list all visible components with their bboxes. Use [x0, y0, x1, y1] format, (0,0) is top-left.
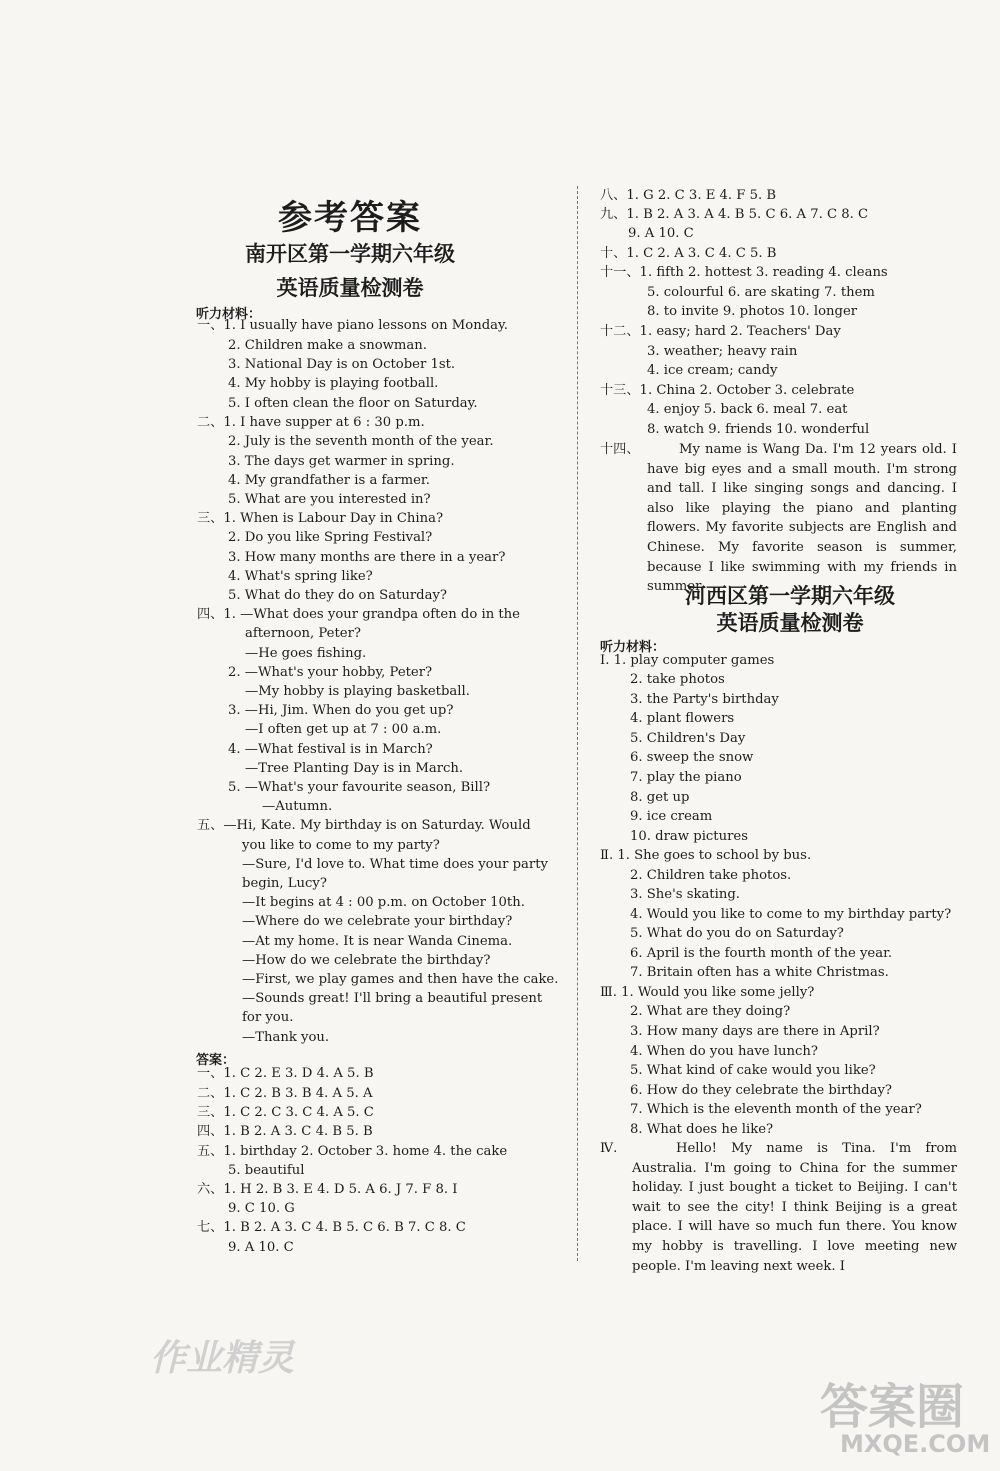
text-line: —He goes fishing.	[245, 646, 367, 661]
answer-line: 5. beautiful	[228, 1163, 305, 1178]
text-line: 5. —What's your favourite season, Bill?	[228, 780, 491, 795]
text-line: 一、1. I usually have piano lessons on Monday.	[197, 318, 508, 333]
text-line: 10. draw pictures	[630, 829, 748, 844]
text-line: Ⅰ. 1. play computer games	[600, 653, 775, 668]
passage-text: Hello! My name is Tina. I'm from Australia. I'm going to China for the summer holiday. I just bought a ticket to Beijing. I can't wait to see the city! I think Beijing is a great place. I will have so much fun there. You know my hobby is travelling. I love meeting new people. I'm leaving next week. I	[632, 1141, 957, 1274]
text-line: Ⅱ. 1. She goes to school by bus.	[600, 848, 812, 863]
text-line: 2. Do you like Spring Festival?	[228, 530, 433, 545]
text-line: 四、1. —What does your grandpa often do in the	[197, 607, 520, 622]
text-line: 3. National Day is on October 1st.	[228, 357, 456, 372]
text-line: 5. What do they do on Saturday?	[228, 588, 448, 603]
text-line: —It begins at 4 : 00 p.m. on October 10th.	[242, 895, 525, 910]
page-title: 参考答案	[278, 198, 422, 238]
text-line: 7. Britain often has a white Christmas.	[630, 965, 889, 980]
text-line: —At my home. It is near Wanda Cinema.	[242, 934, 513, 949]
text-line: 6. April is the fourth month of the year.	[630, 946, 893, 961]
text-line: 5. What are you interested in?	[228, 492, 431, 507]
text-line: 2. Children make a snowman.	[228, 338, 427, 353]
answer-line: 5. colourful 6. are skating 7. them	[647, 285, 875, 300]
text-line: 2. —What's your hobby, Peter?	[228, 665, 433, 680]
text-line: —Tree Planting Day is in March.	[245, 761, 464, 776]
answer-line: 二、1. C 2. B 3. B 4. A 5. A	[197, 1086, 373, 1101]
text-line: Ⅲ. 1. Would you like some jelly?	[600, 985, 815, 1000]
answer-line: 4. ice cream; candy	[647, 363, 778, 378]
answer-line: 4. enjoy 5. back 6. meal 7. eat	[647, 402, 848, 417]
answer-line: 十一、1. fifth 2. hottest 3. reading 4. cleans	[600, 265, 888, 280]
text-line: 3. How many days are there in April?	[630, 1024, 880, 1039]
answer-line: 8. watch 9. friends 10. wonderful	[647, 422, 870, 437]
right-heading-1: 河西区第一学期六年级	[685, 584, 895, 608]
text-line: 2. take photos	[630, 672, 725, 687]
right-listening-label: 听力材料：	[600, 640, 666, 655]
text-line: 3. The days get warmer in spring.	[228, 454, 455, 469]
left-listening-label: 听力材料：	[196, 307, 262, 322]
answer-line: 十、1. C 2. A 3. C 4. C 5. B	[600, 246, 777, 261]
text-line: —Autumn.	[262, 799, 333, 814]
text-line: 9. ice cream	[630, 809, 713, 824]
answer-line: 十二、1. easy; hard 2. Teachers' Day	[600, 324, 841, 339]
text-line: 4. My grandfather is a farmer.	[228, 473, 430, 488]
answer-line: 十三、1. China 2. October 3. celebrate	[600, 383, 855, 398]
answer-line: 9. A 10. C	[228, 1240, 294, 1255]
text-line: 3. —Hi, Jim. When do you get up?	[228, 703, 454, 718]
answer-line: 七、1. B 2. A 3. C 4. B 5. C 6. B 7. C 8. C	[197, 1220, 466, 1235]
text-line: 4. plant flowers	[630, 711, 735, 726]
left-answers-label: 答案：	[196, 1053, 236, 1068]
answer-line: 五、1. birthday 2. October 3. home 4. the cake	[197, 1144, 508, 1159]
watermark-bottom-right: 答案圈	[820, 1379, 965, 1435]
text-line: —Where do we celebrate your birthday?	[242, 914, 513, 929]
watermark-url: MXQE.COM	[840, 1430, 991, 1458]
text-line: 5. I often clean the floor on Saturday.	[228, 396, 478, 411]
left-heading-2: 英语质量检测卷	[276, 276, 424, 300]
text-line: 3. the Party's birthday	[630, 692, 779, 707]
watermark-bottom-left: 作业精灵	[150, 1338, 295, 1379]
essay-label: 十四、	[600, 442, 640, 457]
text-line: —How do we celebrate the birthday?	[242, 953, 491, 968]
text-line: 6. sweep the snow	[630, 750, 754, 765]
right-heading-2: 英语质量检测卷	[716, 611, 864, 635]
text-line: —My hobby is playing basketball.	[245, 684, 470, 699]
text-line: begin, Lucy?	[242, 876, 327, 891]
text-line: for you.	[242, 1010, 294, 1025]
text-line: afternoon, Peter?	[245, 626, 361, 641]
text-line: 三、1. When is Labour Day in China?	[197, 511, 444, 526]
text-line: 2. Children take photos.	[630, 868, 792, 883]
column-divider	[577, 186, 578, 1261]
answer-line: 3. weather; heavy rain	[647, 344, 798, 359]
text-line: 4. My hobby is playing football.	[228, 376, 439, 391]
essay-text: My name is Wang Da. I'm 12 years old. I have big eyes and a small mouth. I'm strong and tall. I like singing songs and dancing. I also like playing the piano and planting flowers. My favorite subjects are English and Chinese. My favorite season is summer, because I like swimming with my friends in summer.	[647, 442, 957, 595]
text-line: —I often get up at 7 : 00 a.m.	[245, 722, 442, 737]
answer-line: 8. to invite 9. photos 10. longer	[647, 304, 858, 319]
text-line: 3. She's skating.	[630, 887, 740, 902]
text-line: —Sounds great! I'll bring a beautiful present	[242, 991, 543, 1006]
left-heading-1: 南开区第一学期六年级	[245, 242, 455, 266]
text-line: 7. play the piano	[630, 770, 742, 785]
text-line: —Sure, I'd love to. What time does your party	[242, 857, 548, 872]
text-line: 8. get up	[630, 790, 690, 805]
text-line: 二、1. I have supper at 6 : 30 p.m.	[197, 415, 425, 430]
text-line: 5. Children's Day	[630, 731, 746, 746]
text-line: 4. —What festival is in March?	[228, 742, 433, 757]
answer-line: 九、1. B 2. A 3. A 4. B 5. C 6. A 7. C 8. C	[600, 207, 869, 222]
text-line: 2. July is the seventh month of the year.	[228, 434, 494, 449]
text-line: 五、—Hi, Kate. My birthday is on Saturday. Would	[197, 818, 531, 833]
answer-line: 一、1. C 2. E 3. D 4. A 5. B	[197, 1066, 374, 1081]
answer-line: 9. A 10. C	[628, 226, 694, 241]
text-line: —Thank you.	[242, 1030, 330, 1045]
text-line: —First, we play games and then have the cake.	[242, 972, 559, 987]
text-line: 4. When do you have lunch?	[630, 1044, 818, 1059]
text-line: 2. What are they doing?	[630, 1004, 791, 1019]
text-line: you like to come to my party?	[242, 838, 440, 853]
answer-line: 9. C 10. G	[228, 1201, 295, 1216]
text-line: 3. How many months are there in a year?	[228, 550, 506, 565]
text-line: 6. How do they celebrate the birthday?	[630, 1083, 892, 1098]
answer-line: 八、1. G 2. C 3. E 4. F 5. B	[600, 188, 777, 203]
passage-label: Ⅳ.	[600, 1141, 618, 1156]
answer-line: 六、1. H 2. B 3. E 4. D 5. A 6. J 7. F 8. I	[197, 1182, 458, 1197]
text-line: 4. Would you like to come to my birthday party?	[630, 907, 952, 922]
text-line: 8. What does he like?	[630, 1122, 774, 1137]
answer-line: 四、1. B 2. A 3. C 4. B 5. B	[197, 1124, 373, 1139]
text-line: 5. What do you do on Saturday?	[630, 926, 844, 941]
text-line: 4. What's spring like?	[228, 569, 373, 584]
text-line: 7. Which is the eleventh month of the year?	[630, 1102, 922, 1117]
text-line: 5. What kind of cake would you like?	[630, 1063, 876, 1078]
answer-line: 三、1. C 2. C 3. C 4. A 5. C	[197, 1105, 374, 1120]
